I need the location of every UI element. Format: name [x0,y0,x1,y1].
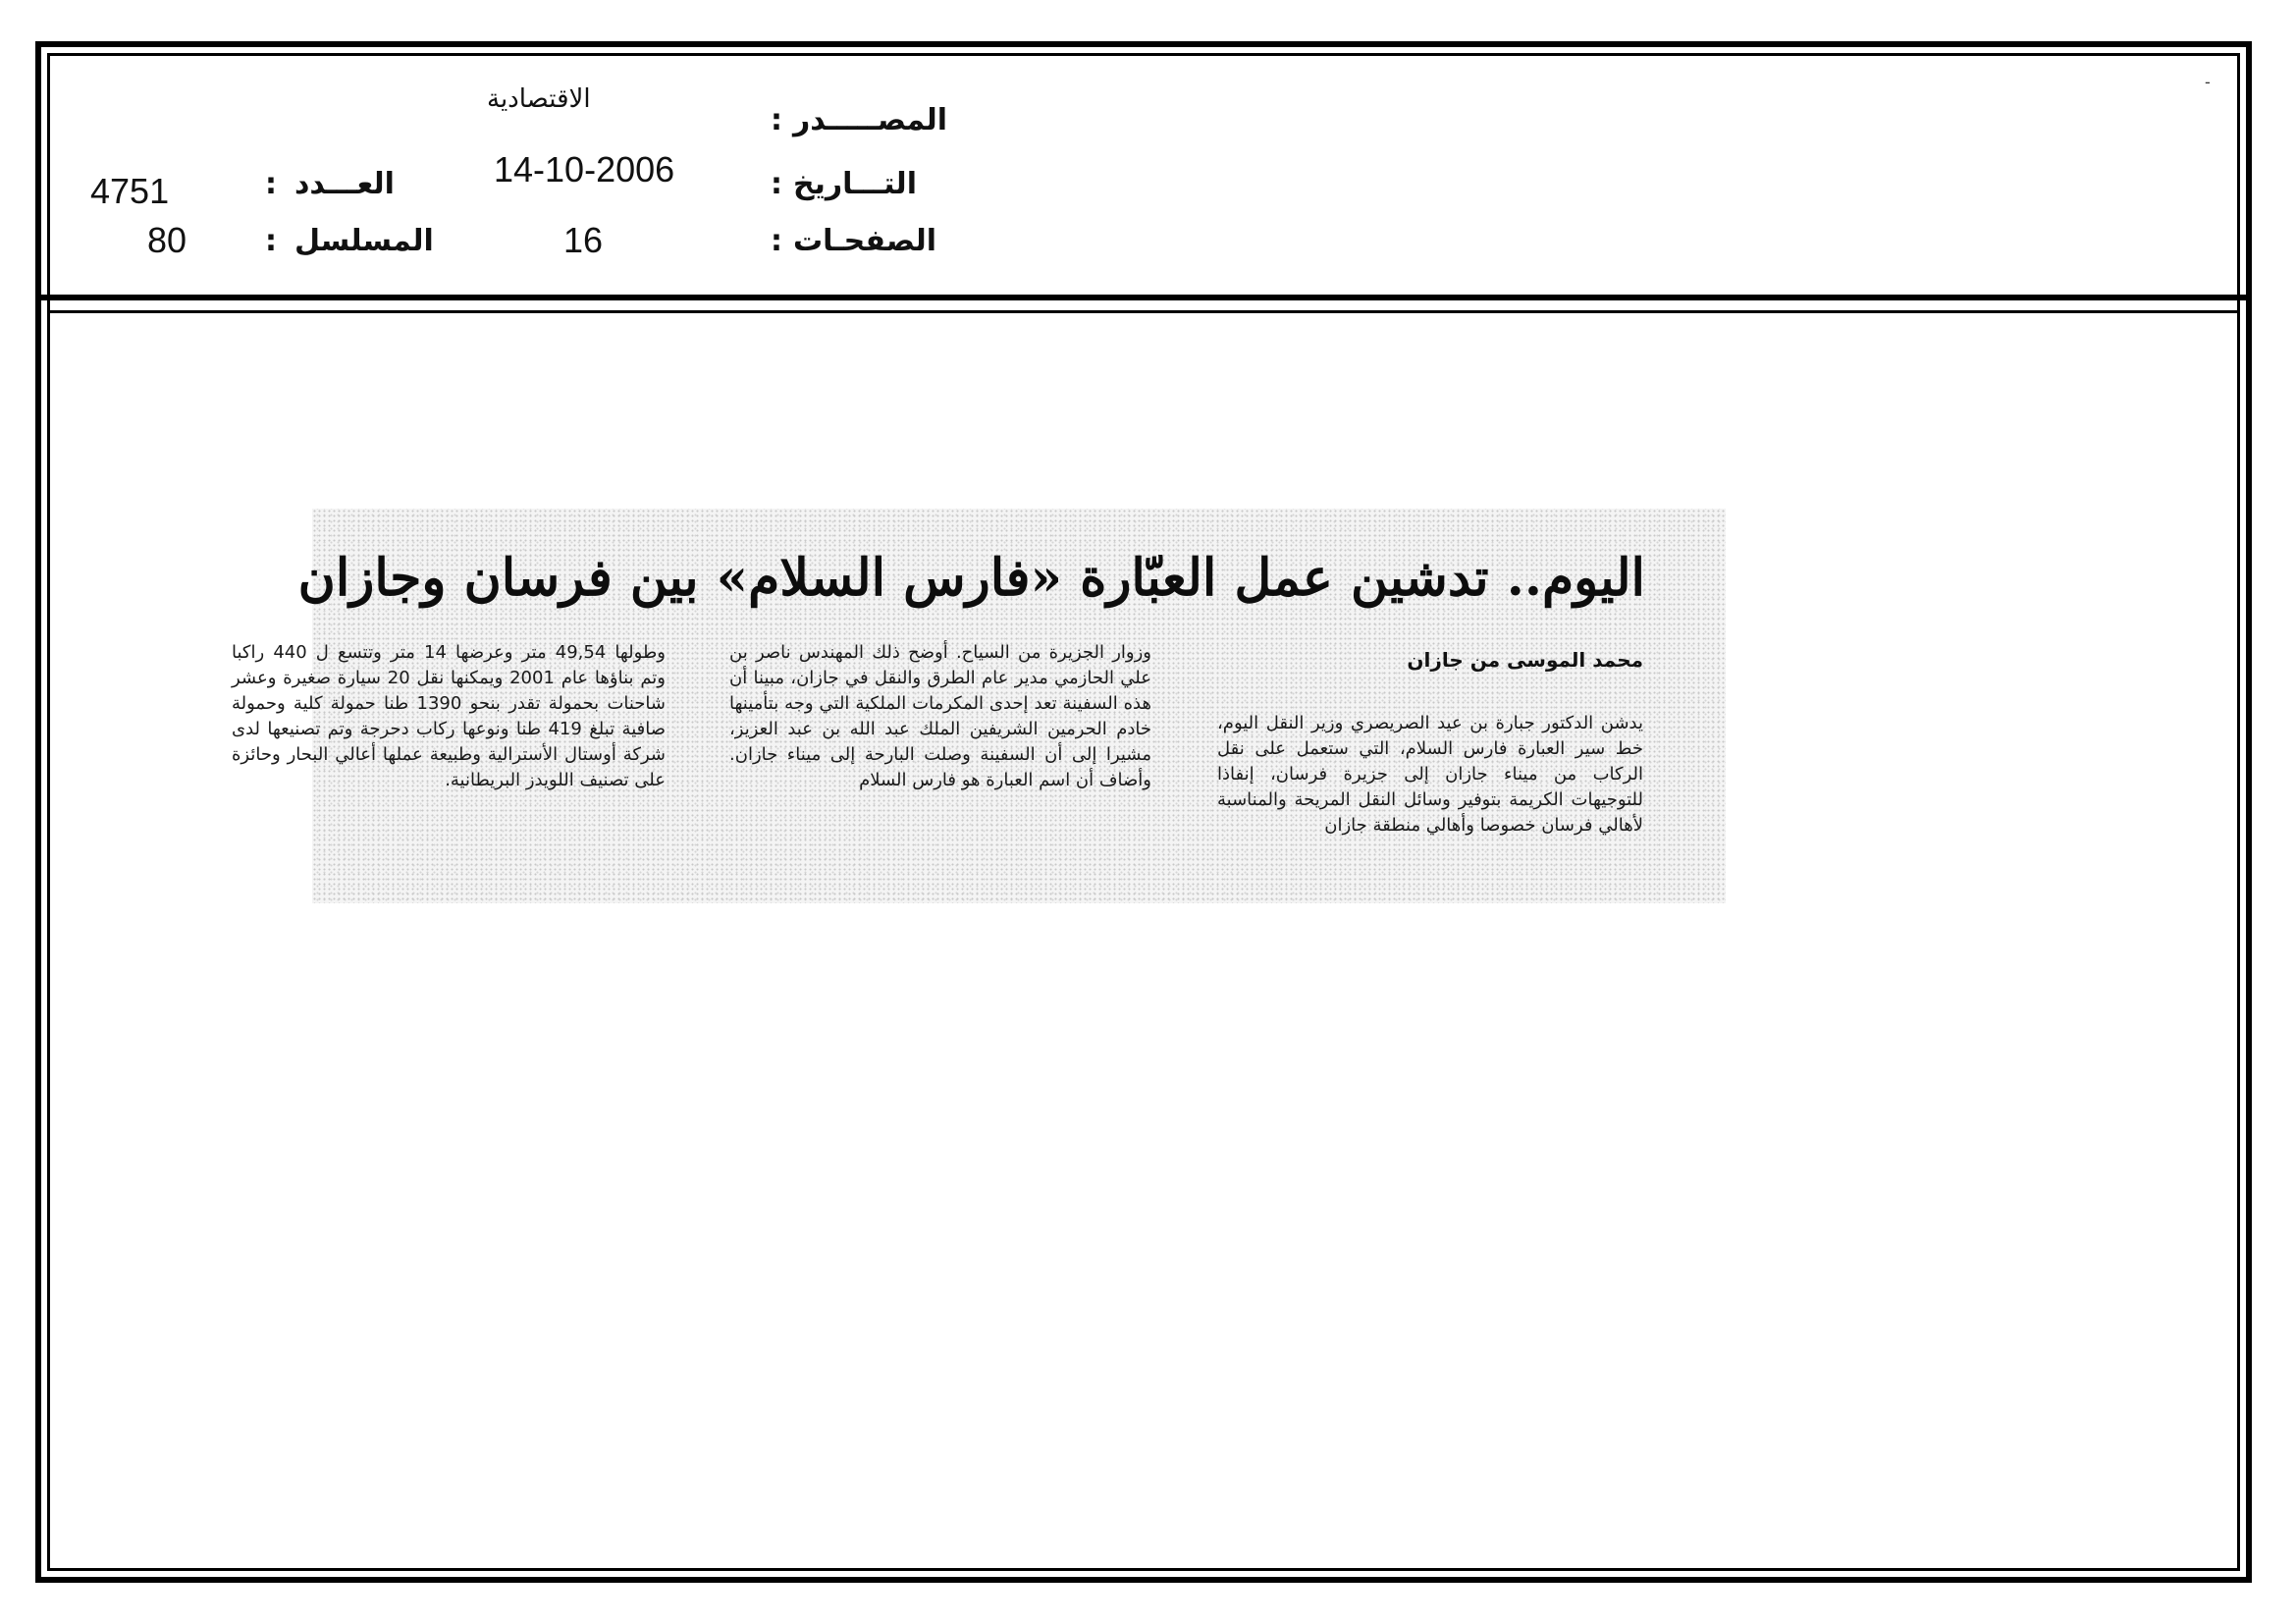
source-label: المصـــــدر [793,103,948,137]
serial-colon: : [265,224,277,258]
pages-value: 16 [563,220,604,260]
article-column-1 [1217,711,1643,839]
article-headline: اليوم.. تدشين عمل العبّارة «فارس السلام» بين فرسان وجازان [297,548,1645,608]
pages-label: الصفحـات [793,224,936,258]
header-divider [35,295,2252,300]
issue-value: 4751 [90,171,170,211]
column-text: يدشن الدكتور جبارة بن عيد الصريصري وزير النقل اليوم، خط سير العبارة فارس السلام، التي ستعمل على نقل الركاب من ميناء جازان إلى جزيرة فرسان، إنفاذا للتوجيهات الكريمة بتوفير وسائل النقل المريحة والمناسبة لأهالي فرسان خصوصا وأهالي منطقة جازان [1217,713,1643,836]
source-value: الاقتصادية [487,84,591,114]
date-label: التـــاريخ [793,167,917,201]
source-colon: : [771,103,782,137]
date-value: 14-10-2006 [494,149,675,189]
serial-label: المسلسل [294,224,434,258]
serial-value: 80 [147,220,187,260]
article-byline: محمد الموسى من جازان [1407,648,1643,672]
corner-mark: - [2205,73,2211,91]
header-divider-inner [47,310,2240,313]
article-column-3 [232,640,666,793]
newspaper-clipping [232,509,1726,903]
article-column-2 [729,640,1151,793]
issue-label: العـــدد [294,167,395,201]
date-colon: : [771,167,782,201]
column-text: وزوار الجزيرة من السياح. أوضح ذلك المهندس ناصر بن علي الحازمي مدير عام الطرق والنقل في جازان، مبينا أن هذه السفينة تعد إحدى المكرمات الملكية التي وجه بتأمينها خادم الحرمين الشريفين الملك عبد الله بن عبد العزيز، مشيرا إلى أن السفينة وصلت البارحة إلى ميناء جازان. وأضاف أن اسم العبارة هو فارس السلام [729,642,1151,790]
pages-colon: : [771,224,782,258]
column-text: وطولها 49,54 متر وعرضها 14 متر وتتسع ل 440 راكبا وتم بناؤها عام 2001 ويمكنها نقل 20 سيارة صغيرة وعشر شاحنات بحمولة تقدر بنحو 1390 طنا حمولة كلية وحمولة صافية تبلغ 419 طنا ونوعها ركاب دحرجة وتم تصنيعها لدى شركة أوستال الأسترالية وطبيعة عملها أعالي البحار وحائزة على تصنيف اللويدز البريطانية. [232,642,666,790]
issue-colon: : [265,167,277,201]
